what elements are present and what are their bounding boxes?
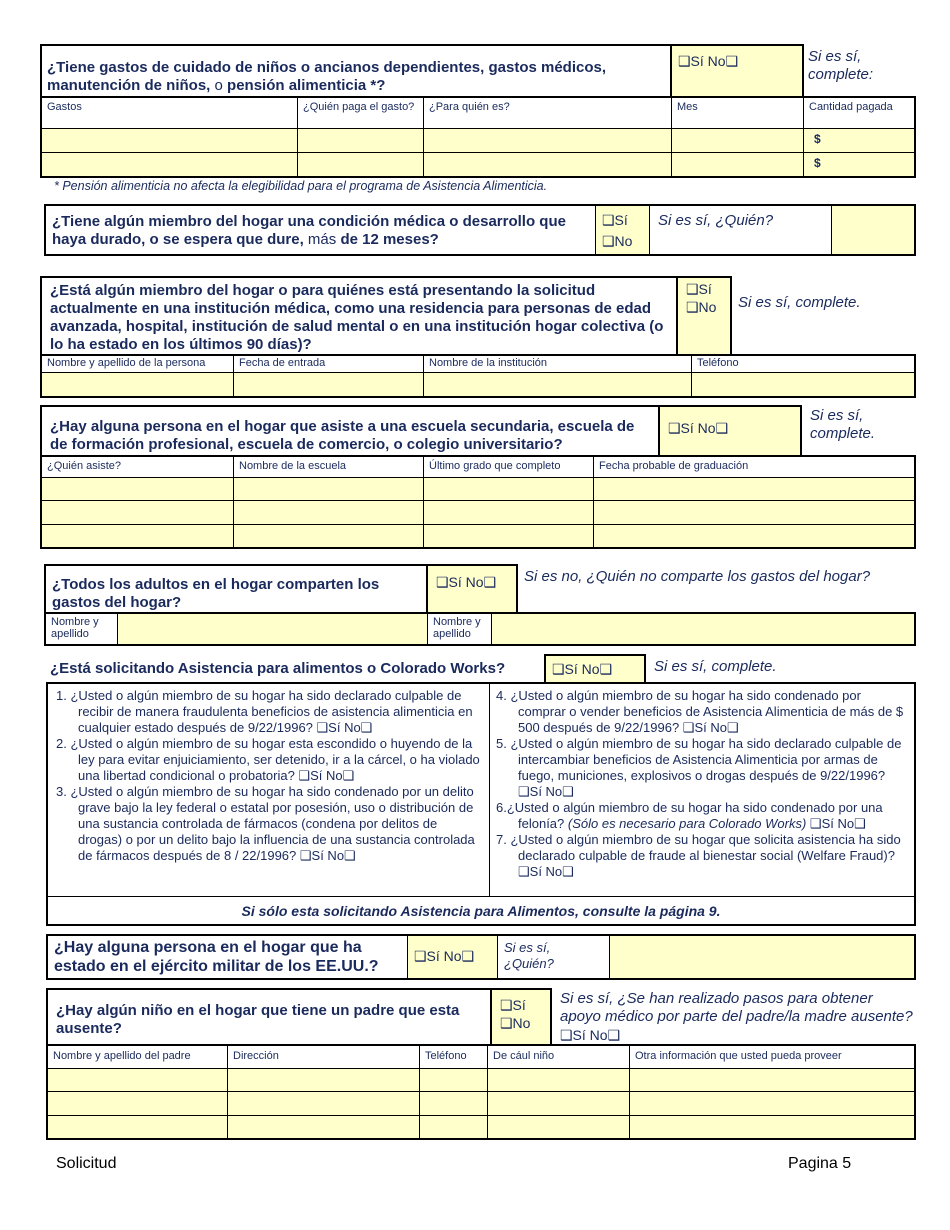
absent-parent-r2-other[interactable] bbox=[630, 1091, 914, 1115]
institution-option-no[interactable]: ❑No bbox=[686, 299, 717, 315]
institution-col-institution: Nombre de la institución bbox=[424, 356, 692, 372]
assistance-note: Si sólo esta solicitando Asistencia para Alimentos, consulte la página 9. bbox=[241, 903, 721, 919]
assistance-section bbox=[46, 654, 916, 926]
institution-if-yes-text: Si es sí, complete. bbox=[738, 294, 861, 311]
childcare-r2-month[interactable] bbox=[672, 152, 804, 176]
childcare-table bbox=[40, 96, 916, 178]
absent-parent-r3-child[interactable] bbox=[488, 1115, 630, 1138]
absent-parent-r2-phone[interactable] bbox=[420, 1091, 488, 1115]
share-name-field-2[interactable] bbox=[492, 614, 914, 644]
absent-parent-r1-phone[interactable] bbox=[420, 1068, 488, 1091]
absent-parent-option-yes[interactable]: ❑Sí bbox=[500, 997, 526, 1013]
school-r1-who[interactable] bbox=[42, 477, 234, 500]
school-col-graduation: Fecha probable de graduación bbox=[599, 460, 749, 472]
absent-parent-question-box bbox=[46, 988, 492, 1046]
military-who-field[interactable] bbox=[610, 936, 914, 978]
absent-parent-col-child: De cául niño bbox=[488, 1046, 630, 1068]
childcare-col-for-whom: ¿Para quién es? bbox=[424, 98, 672, 128]
assistance-item-2[interactable]: 2. ¿Usted o algún miembro de su hogar esta escondido o huyendo de la ley para evitar enjuiciamiento, ser detenido, ir a la cárcel, o ha violado una libertad condicional o probatoria? ❑Sí No❑ bbox=[56, 736, 480, 783]
childcare-col-month: Mes bbox=[672, 98, 804, 128]
absent-parent-if-yes-text: Si es sí, ¿Se han realizado pasos para obtener apoyo médico por parte del padre/la madre ausente?❑Sí No❑ bbox=[560, 990, 913, 1043]
school-r1-grade[interactable] bbox=[424, 477, 594, 500]
institution-col-entry-date: Fecha de entrada bbox=[234, 356, 424, 372]
institution-r1-institution[interactable] bbox=[424, 372, 692, 396]
school-options[interactable]: ❑Sí No❑ bbox=[668, 420, 729, 436]
share-section bbox=[44, 564, 916, 646]
institution-option-yes[interactable]: ❑Sí bbox=[686, 281, 712, 297]
absent-parent-col-address: Dirección bbox=[228, 1046, 420, 1068]
school-col-who: ¿Quién asiste? bbox=[42, 457, 234, 477]
childcare-question: ¿Tiene gastos de cuidado de niños o ancianos dependientes, gastos médicos, manutención de niños, o pensión alimenticia *? bbox=[47, 59, 607, 94]
school-question: ¿Hay alguna persona en el hogar que asiste a una escuela secundaria, escuela de de formación profesional, escuela de comercio, o colegio universitario? bbox=[50, 418, 635, 453]
military-section bbox=[46, 934, 916, 980]
assistance-item-4[interactable]: 4. ¿Usted o algún miembro de su hogar ha sido condenado por comprar o vender beneficios de Asistencia Alimenticia de más de $ 500 después de 9/22/1996? ❑Sí No❑ bbox=[496, 688, 904, 735]
school-r2-grade[interactable] bbox=[424, 500, 594, 524]
school-r1-school[interactable] bbox=[234, 477, 424, 500]
assistance-right-column bbox=[490, 684, 914, 896]
school-r3-who[interactable] bbox=[42, 524, 234, 547]
footer-form-name: Solicitud bbox=[56, 1155, 117, 1172]
share-yes-no[interactable] bbox=[426, 564, 518, 614]
school-r2-graduation[interactable] bbox=[594, 500, 914, 524]
childcare-col-expense: Gastos bbox=[42, 98, 298, 128]
school-table bbox=[40, 455, 916, 549]
childcare-r2-expense[interactable] bbox=[42, 152, 298, 176]
absent-parent-yes-no[interactable] bbox=[490, 988, 552, 1046]
absent-parent-support-options[interactable]: ❑Sí No❑ bbox=[560, 1027, 621, 1043]
absent-parent-option-no[interactable]: ❑No bbox=[500, 1015, 531, 1031]
childcare-r2-for-whom[interactable] bbox=[424, 152, 672, 176]
share-if-no-text: Si es no, ¿Quién no comparte los gastos del hogar? bbox=[524, 568, 871, 585]
assistance-options[interactable]: ❑Sí No❑ bbox=[552, 661, 613, 677]
childcare-r2-payer[interactable] bbox=[298, 152, 424, 176]
institution-if-yes bbox=[738, 294, 916, 324]
share-name-label-2: Nombre y apellido bbox=[428, 614, 492, 644]
institution-section bbox=[40, 276, 916, 398]
assistance-item-1[interactable]: 1. ¿Usted o algún miembro de su hogar ha sido declarado culpable de recibir de manera fraudulenta beneficios de asistencia alimenticia en cualquier estado después de 9/22/1996? ❑Sí No❑ bbox=[56, 688, 473, 735]
absent-parent-r1-name[interactable] bbox=[48, 1068, 228, 1091]
absent-parent-col-phone: Teléfono bbox=[420, 1046, 488, 1068]
school-r2-school[interactable] bbox=[234, 500, 424, 524]
absent-parent-r1-other[interactable] bbox=[630, 1068, 914, 1091]
assistance-item-7[interactable]: 7. ¿Usted o algún miembro de su hogar que solicita asistencia ha sido declarado culpable de fraude al bienestar social (Welfare Fraud)? ❑Sí No❑ bbox=[496, 832, 901, 879]
share-if-no bbox=[524, 568, 916, 592]
childcare-r1-payer[interactable] bbox=[298, 128, 424, 152]
medical-who-field[interactable] bbox=[832, 206, 914, 254]
school-question-box bbox=[40, 405, 660, 457]
military-options[interactable]: ❑Sí No❑ bbox=[414, 948, 475, 964]
childcare-options[interactable]: ❑Sí No❑ bbox=[678, 53, 739, 69]
medical-question: ¿Tiene algún miembro del hogar una condición médica o desarrollo que haya durado, o se espera que dure, más de 12 meses? bbox=[52, 213, 566, 248]
childcare-question-box bbox=[40, 44, 672, 98]
absent-parent-r2-child[interactable] bbox=[488, 1091, 630, 1115]
absent-parent-col-other: Otra información que usted pueda proveer bbox=[635, 1050, 842, 1062]
school-col-grade: Último grado que completo bbox=[424, 457, 594, 477]
absent-parent-table bbox=[46, 1044, 916, 1140]
institution-question: ¿Está algún miembro del hogar o para quiénes está presentando la solicitud actualmente en una institución médica, como una residencia para personas de edad avanzada, hospital, institución de salud mental o en una institución hogar colectiva (o lo ha estado en los últimos 90 días)? bbox=[50, 282, 664, 353]
absent-parent-if-yes bbox=[560, 990, 916, 1046]
school-section bbox=[40, 405, 916, 549]
assistance-question: ¿Está solicitando Asistencia para alimentos o Colorado Works? bbox=[50, 660, 506, 677]
assistance-items-box bbox=[46, 682, 916, 926]
childcare-r1-expense[interactable] bbox=[42, 128, 298, 152]
childcare-if-yes-text: Si es sí, complete: bbox=[808, 48, 874, 83]
share-question: ¿Todos los adultos en el hogar comparten los gastos del hogar? bbox=[52, 576, 380, 611]
institution-table bbox=[40, 354, 916, 398]
share-question-box bbox=[44, 564, 428, 614]
childcare-if-yes bbox=[808, 48, 916, 96]
absent-parent-r1-address[interactable] bbox=[228, 1068, 420, 1091]
share-name-label-1: Nombre y apellido bbox=[46, 614, 118, 644]
school-r3-grade[interactable] bbox=[424, 524, 594, 547]
footer-page-number: Pagina 5 bbox=[788, 1155, 852, 1172]
medical-option-no[interactable]: ❑No bbox=[602, 233, 633, 249]
assistance-item-3[interactable]: 3. ¿Usted o algún miembro de su hogar ha sido condenado por un delito grave bajo la ley federal o estatal por posesión, uso o distribución de una sustancia controlada de fármacos (condena por delitos de drogas) o por un delito bajo la influencia de una sustancia controlada de fármacos después de 8 / 22/1996? ❑Sí No❑ bbox=[56, 784, 475, 863]
school-col-school: Nombre de la escuela bbox=[234, 457, 424, 477]
military-question-box bbox=[48, 936, 408, 978]
childcare-section bbox=[40, 44, 916, 178]
school-r3-school[interactable] bbox=[234, 524, 424, 547]
absent-parent-col-name: Nombre y apellido del padre bbox=[48, 1046, 228, 1068]
childcare-col-payer: ¿Quién paga el gasto? bbox=[298, 98, 424, 128]
institution-r1-name[interactable] bbox=[42, 372, 234, 396]
medical-question-box bbox=[46, 206, 596, 254]
share-names-row bbox=[44, 612, 916, 646]
military-if-yes bbox=[498, 936, 610, 978]
assistance-yes-no[interactable] bbox=[544, 654, 646, 684]
share-name-field-1[interactable] bbox=[118, 614, 428, 644]
institution-col-name: Nombre y apellido de la persona bbox=[42, 356, 234, 372]
assistance-item-5[interactable]: 5. ¿Usted o algún miembro de su hogar ha sido declarado culpable de intercambiar beneficios de Asistencia Alimenticia por armas de fuego, municiones, explosivos o drogas después de 9/22/1996? ❑Sí No❑ bbox=[496, 736, 902, 799]
institution-yes-no[interactable] bbox=[676, 276, 732, 356]
institution-col-phone: Teléfono bbox=[697, 357, 739, 369]
absent-parent-r3-phone[interactable] bbox=[420, 1115, 488, 1138]
absent-parent-r3-other[interactable] bbox=[630, 1115, 914, 1138]
childcare-footnote: * Pensión alimenticia no afecta la elegibilidad para el programa de Asistencia Alimenticia. bbox=[54, 179, 548, 193]
institution-r1-phone[interactable] bbox=[692, 372, 914, 396]
absent-parent-r1-child[interactable] bbox=[488, 1068, 630, 1091]
military-if-yes-text: Si es sí, ¿Quién? bbox=[504, 940, 554, 971]
absent-parent-r2-name[interactable] bbox=[48, 1091, 228, 1115]
medical-if-yes bbox=[650, 206, 832, 254]
military-yes-no[interactable] bbox=[408, 936, 498, 978]
institution-r1-entry-date[interactable] bbox=[234, 372, 424, 396]
military-question: ¿Hay alguna persona en el hogar que ha estado en el ejército militar de los EE.UU.? bbox=[54, 939, 379, 975]
absent-parent-r2-address[interactable] bbox=[228, 1091, 420, 1115]
school-r3-graduation[interactable] bbox=[594, 524, 914, 547]
childcare-col-amount: Cantidad pagada bbox=[809, 101, 893, 113]
medical-option-yes[interactable]: ❑Sí bbox=[602, 212, 628, 228]
share-options[interactable]: ❑Sí No❑ bbox=[436, 574, 497, 590]
assistance-if-yes-text: Si es sí, complete. bbox=[654, 658, 777, 675]
childcare-r1-amount[interactable]: $ bbox=[804, 128, 914, 152]
absent-parent-r3-address[interactable] bbox=[228, 1115, 420, 1138]
school-yes-no[interactable] bbox=[658, 405, 802, 457]
childcare-yes-no[interactable] bbox=[670, 44, 804, 98]
institution-question-box bbox=[40, 276, 678, 356]
assistance-item-6[interactable]: 6.¿Usted o algún miembro de su hogar ha sido condenado por una felonía? (Sólo es necesario para Colorado Works) ❑Sí No❑ bbox=[496, 800, 883, 831]
school-r1-graduation[interactable] bbox=[594, 477, 914, 500]
medical-if-yes-text: Si es sí, ¿Quién? bbox=[658, 212, 774, 229]
school-if-yes bbox=[810, 407, 916, 453]
childcare-r1-month[interactable] bbox=[672, 128, 804, 152]
absent-parent-question: ¿Hay algún niño en el hogar que tiene un padre que esta ausente? bbox=[56, 1002, 460, 1037]
school-if-yes-text: Si es sí, complete. bbox=[810, 407, 876, 442]
assistance-if-yes bbox=[654, 658, 916, 682]
childcare-r2-amount[interactable]: $ bbox=[804, 152, 914, 176]
assistance-left-column bbox=[48, 684, 490, 896]
medical-yes-no[interactable] bbox=[596, 206, 650, 254]
assistance-note-row bbox=[48, 896, 914, 924]
medical-section bbox=[44, 204, 916, 256]
school-r2-who[interactable] bbox=[42, 500, 234, 524]
childcare-r1-for-whom[interactable] bbox=[424, 128, 672, 152]
absent-parent-section bbox=[46, 988, 916, 1140]
absent-parent-r3-name[interactable] bbox=[48, 1115, 228, 1138]
